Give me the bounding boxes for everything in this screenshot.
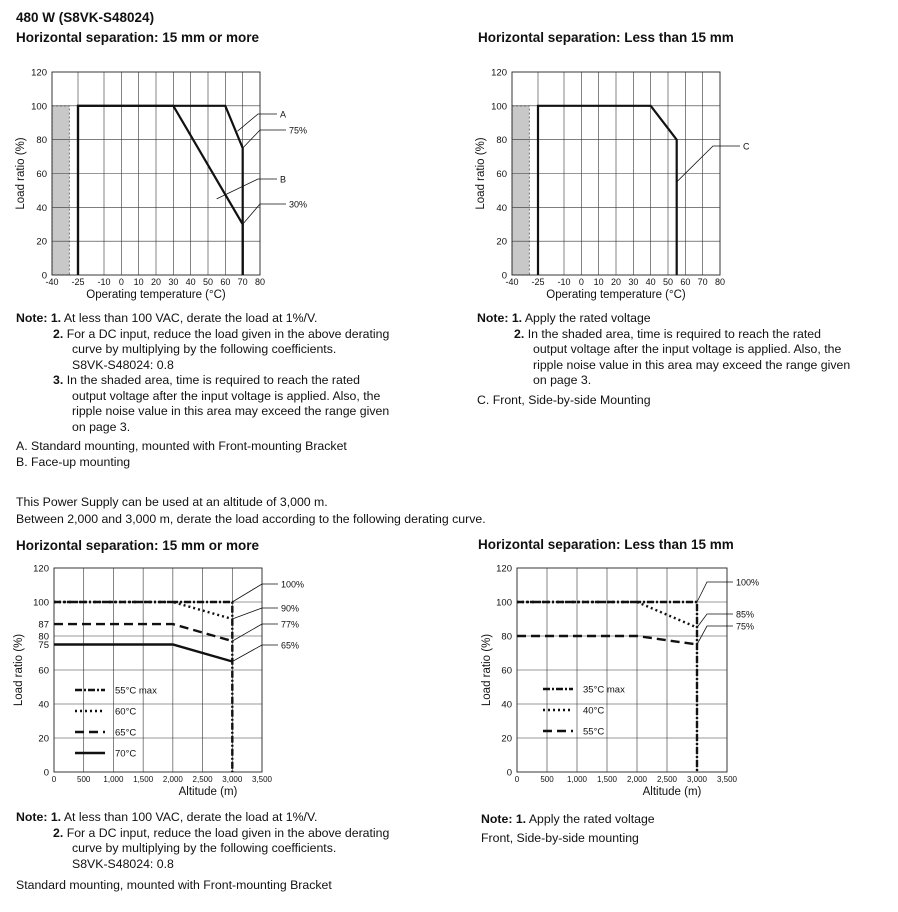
annotation-leader	[243, 130, 286, 148]
y-tick-label: 75	[38, 640, 49, 651]
annotation-leader	[237, 114, 277, 131]
y-tick-label: 0	[41, 270, 47, 282]
x-tick-label: 2,500	[656, 775, 678, 784]
legend-label: 55°C	[583, 726, 605, 738]
note-3-line: output voltage after the input voltage is applied. Also, the	[72, 388, 381, 403]
note-1: Apply the rated voltage	[524, 311, 651, 325]
y-axis-label: Load ratio (%)	[15, 137, 27, 210]
x-tick-label: -40	[505, 277, 519, 287]
shaded-area	[52, 106, 69, 275]
x-tick-label: 2,000	[626, 775, 648, 784]
annotation-leader	[232, 624, 278, 641]
x-tick-label: 1,000	[566, 775, 588, 784]
x-tick-label: 70	[697, 277, 708, 287]
note-label: Note: 1.	[16, 810, 62, 824]
x-tick-label: 3,000	[686, 775, 708, 784]
legend-label: 60°C	[115, 706, 137, 718]
y-tick-label: 40	[496, 202, 507, 214]
legend-label: 35°C max	[583, 684, 625, 696]
series-line	[538, 106, 677, 275]
y-tick-label: 0	[43, 767, 49, 779]
x-tick-label: 60	[680, 277, 691, 287]
x-tick-label: 500	[77, 775, 91, 784]
y-tick-label: 20	[501, 733, 512, 745]
y-tick-label: 87	[38, 619, 49, 631]
x-tick-label: 3,500	[716, 775, 738, 784]
x-tick-label: 80	[714, 277, 726, 287]
x-axis-label: Altitude (m)	[178, 786, 238, 798]
altitude-line-2: Between 2,000 and 3,000 m, derate the load according to the following derating curve.	[16, 512, 486, 526]
note-label: 2.	[514, 326, 525, 341]
y-tick-label: 60	[501, 665, 512, 677]
legend-label: 70°C	[115, 748, 137, 760]
y-tick-label: 120	[496, 563, 512, 575]
x-tick-label: 0	[514, 775, 520, 784]
y-tick-label: 20	[38, 733, 49, 745]
note-3-line: ripple noise value in this area may exceed the range given	[72, 404, 390, 418]
y-tick-label: 120	[31, 67, 47, 79]
bl-notes	[16, 810, 389, 894]
y-tick-label: 60	[496, 169, 507, 180]
shaded-area	[512, 106, 529, 275]
note-2-line: curve by multiplying by the following coefficients.	[72, 342, 337, 356]
annotation-leader	[232, 584, 278, 602]
mounting-c: C. Front, Side-by-side Mounting	[477, 392, 651, 407]
note-2-line: output voltage after the input voltage is applied. Also, the	[533, 342, 842, 356]
br-notes	[481, 810, 655, 848]
note-1: At less than 100 VAC, derate the load at 1%/V.	[63, 810, 318, 824]
x-tick-label: 40	[185, 277, 196, 287]
x-tick-label: -10	[557, 277, 571, 287]
x-tick-label: 40	[645, 277, 656, 287]
y-tick-label: 80	[36, 135, 47, 147]
x-tick-label: -10	[97, 277, 111, 287]
y-tick-label: 0	[501, 270, 507, 282]
note-2-line: S8VK-S48024: 0.8	[72, 856, 174, 871]
note-2-line: S8VK-S48024: 0.8	[72, 357, 174, 372]
x-tick-label: 2,500	[192, 775, 213, 784]
note-2-line: For a DC input, reduce the load given in the above derating	[66, 326, 390, 341]
x-tick-label: 70	[237, 277, 248, 287]
note-2-line: For a DC input, reduce the load given in the above derating	[66, 825, 390, 840]
note-2-line: curve by multiplying by the following coefficients.	[72, 841, 337, 855]
x-tick-label: 10	[133, 277, 144, 287]
y-tick-label: 40	[36, 202, 47, 214]
annotation-leader	[677, 146, 740, 182]
y-tick-label: 60	[38, 665, 49, 677]
y-tick-label: 100	[31, 101, 47, 113]
note-label: Note: 1.	[477, 311, 523, 325]
y-tick-label: 0	[506, 767, 512, 779]
x-tick-label: 500	[540, 775, 554, 784]
y-tick-label: 100	[491, 101, 507, 113]
annotation-label: 75%	[736, 621, 755, 632]
legend-label: 40°C	[583, 705, 605, 717]
y-tick-label: 80	[501, 631, 512, 643]
y-tick-label: 80	[38, 631, 49, 643]
note-2-line: ripple noise value in this area may exceed the range given	[533, 357, 851, 372]
tr-notes	[477, 311, 850, 408]
y-tick-label: 100	[33, 597, 49, 609]
x-tick-label: 0	[578, 277, 584, 287]
x-axis-label: Operating temperature (°C)	[546, 289, 686, 301]
bottom-right-section-title: Horizontal separation: Less than 15 mm	[478, 537, 734, 552]
model-title: 480 W (S8VK-S48024)	[16, 10, 155, 25]
mounting-side-by-side: Front, Side-by-side mounting	[481, 831, 639, 845]
chart-temp-less-than-15mm	[460, 60, 890, 310]
x-tick-label: 50	[202, 277, 214, 287]
legend-label: 65°C	[115, 727, 137, 739]
x-axis-label: Altitude (m)	[642, 786, 702, 798]
annotation-label: 75%	[289, 125, 308, 136]
annotation-label: 100%	[281, 579, 305, 590]
series-line	[78, 106, 243, 275]
annotation-label: 77%	[281, 619, 300, 630]
x-axis-label: Operating temperature (°C)	[86, 289, 226, 301]
x-tick-label: 30	[628, 277, 639, 287]
y-tick-label: 40	[38, 699, 49, 711]
x-tick-label: 20	[150, 277, 162, 287]
x-tick-label: 0	[51, 775, 57, 784]
annotation-label: A	[280, 109, 287, 120]
annotation-label: 30%	[289, 199, 308, 210]
x-tick-label: 20	[610, 277, 622, 287]
altitude-paragraph	[16, 494, 486, 528]
y-tick-label: 120	[33, 563, 49, 575]
x-tick-label: 60	[220, 277, 231, 287]
x-tick-label: 1,000	[103, 775, 124, 784]
x-tick-label: 50	[662, 277, 674, 287]
note-1: Apply the rated voltage	[528, 812, 655, 826]
x-tick-label: -25	[71, 277, 85, 287]
bottom-left-section-title: Horizontal separation: 15 mm or more	[16, 538, 260, 553]
annotation-label: 65%	[281, 640, 300, 651]
altitude-line-1: This Power Supply can be used at an altitude of 3,000 m.	[16, 495, 328, 509]
x-tick-label: 10	[593, 277, 604, 287]
note-3-line: In the shaded area, time is required to reach the rated	[66, 373, 360, 387]
y-tick-label: 20	[496, 236, 507, 248]
y-tick-label: 40	[501, 699, 512, 711]
chart-altitude-15mm-or-more	[0, 560, 440, 805]
note-label: 2.	[53, 825, 64, 840]
top-left-section-title: Horizontal separation: 15 mm or more	[16, 30, 260, 45]
x-tick-label: 80	[254, 277, 266, 287]
annotation-label: 90%	[281, 603, 300, 614]
series-line	[78, 106, 243, 275]
note-2-line: In the shaded area, time is required to reach the rated	[527, 326, 821, 341]
mounting-a: A. Standard mounting, mounted with Front-mounting Bracket	[16, 439, 347, 453]
x-tick-label: 3,000	[222, 775, 243, 784]
note-label: Note: 1.	[481, 812, 527, 826]
annotation-leader	[232, 608, 278, 619]
top-right-section-title: Horizontal separation: Less than 15 mm	[478, 30, 734, 45]
note-2-line: on page 3.	[533, 373, 592, 387]
x-tick-label: 3,500	[251, 775, 273, 784]
y-tick-label: 100	[496, 597, 512, 609]
annotation-label: B	[280, 174, 287, 185]
annotation-label: 100%	[736, 577, 760, 588]
chart-temp-15mm-or-more	[0, 60, 440, 310]
note-label: 2.	[53, 326, 64, 341]
y-axis-label: Load ratio (%)	[13, 633, 25, 707]
y-axis-label: Load ratio (%)	[481, 633, 493, 707]
y-tick-label: 80	[496, 135, 507, 147]
annotation-leader	[697, 582, 733, 602]
x-tick-label: 1,500	[133, 775, 154, 784]
annotation-label: C	[743, 141, 750, 152]
note-3-line: on page 3.	[72, 419, 131, 434]
x-tick-label: 1,500	[596, 775, 618, 784]
note-1: At less than 100 VAC, derate the load at 1%/V.	[63, 311, 318, 325]
x-tick-label: 2,000	[162, 775, 183, 784]
annotation-leader	[697, 626, 733, 645]
annotation-leader	[697, 614, 733, 628]
y-tick-label: 60	[36, 169, 47, 180]
y-tick-label: 120	[491, 67, 507, 79]
chart-altitude-less-than-15mm	[460, 560, 890, 805]
x-tick-label: 30	[168, 277, 179, 287]
x-tick-label: -40	[45, 277, 59, 287]
annotation-label: 85%	[736, 609, 755, 620]
x-tick-label: 0	[118, 277, 124, 287]
y-tick-label: 20	[36, 236, 47, 248]
note-label: 3.	[53, 373, 64, 387]
x-tick-label: -25	[531, 277, 545, 287]
y-axis-label: Load ratio (%)	[475, 137, 487, 210]
annotation-leader	[232, 645, 278, 662]
tl-notes	[16, 311, 389, 470]
mounting-standard: Standard mounting, mounted with Front-mounting Bracket	[16, 878, 332, 892]
note-label: Note: 1.	[16, 311, 62, 325]
legend-label: 55°C max	[115, 685, 157, 697]
mounting-b: B. Face-up mounting	[16, 454, 131, 469]
